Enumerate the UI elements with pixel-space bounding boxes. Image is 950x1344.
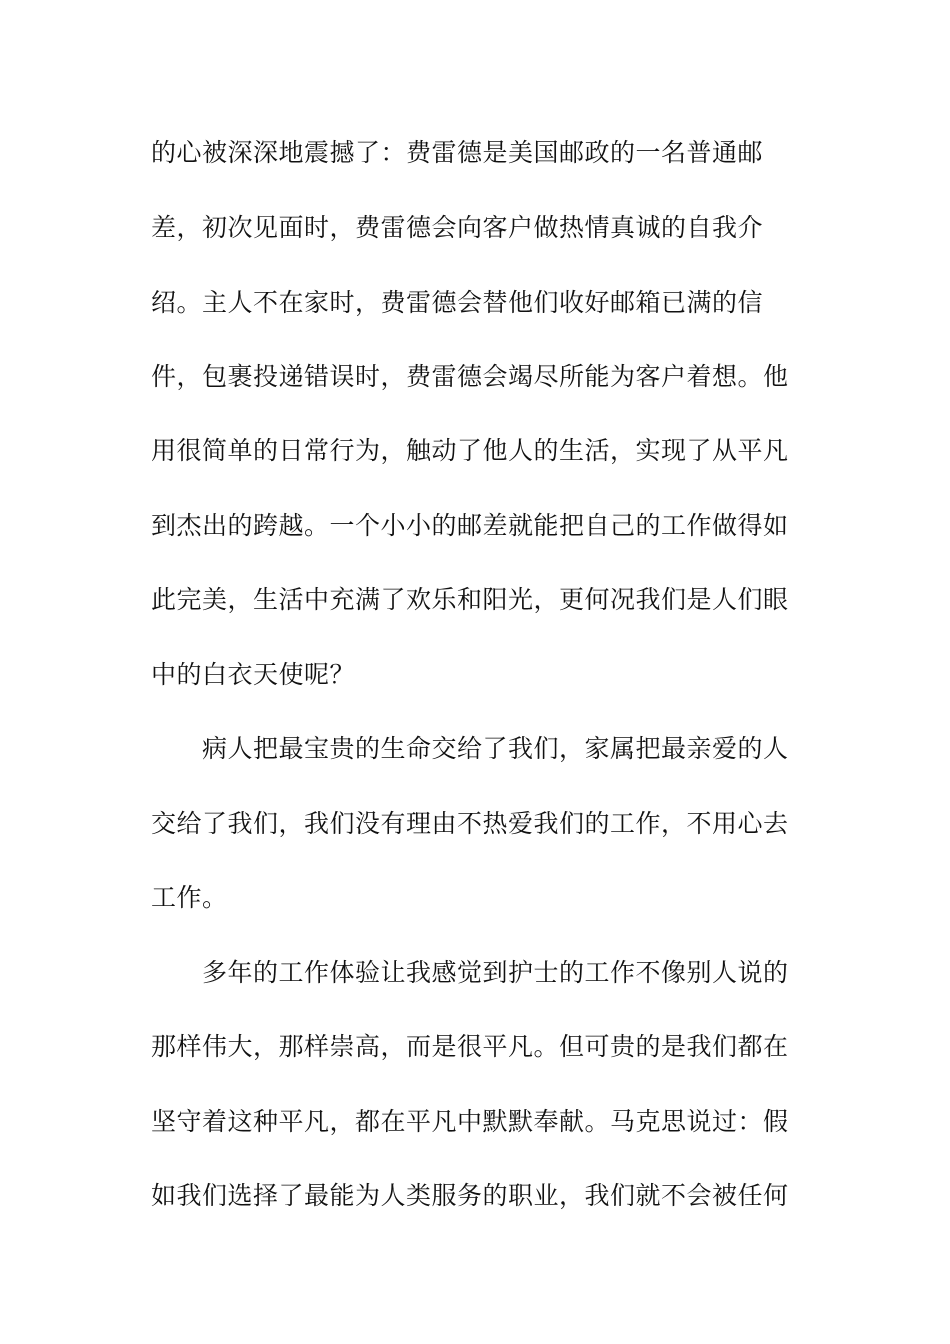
text-line: 多年的工作体验让我感觉到护士的工作不像别人说的: [202, 958, 789, 987]
text-line: 用很简单的日常行为，触动了他人的生活，实现了从平凡: [151, 436, 789, 465]
text-line: 坚守着这种平凡，都在平凡中默默奉献。马克思说过：假: [151, 1107, 789, 1136]
text-line: 绍。主人不在家时，费雷德会替他们收好邮箱已满的信: [151, 288, 764, 317]
text-line: 的心被深深地震撼了：费雷德是美国邮政的一名普通邮: [151, 138, 764, 167]
text-line: 到杰出的跨越。一个小小的邮差就能把自己的工作做得如: [151, 511, 789, 540]
text-line: 差，初次见面时，费雷德会向客户做热情真诚的自我介: [151, 213, 764, 242]
text-line: 病人把最宝贵的生命交给了我们，家属把最亲爱的人: [202, 734, 789, 763]
text-line: 交给了我们，我们没有理由不热爱我们的工作，不用心去: [151, 809, 789, 838]
text-line: 工作。: [151, 883, 228, 912]
text-line: 中的白衣天使呢？: [151, 660, 356, 689]
text-line: 那样伟大，那样崇高，而是很平凡。但可贵的是我们都在: [151, 1032, 789, 1061]
text-line: 件，包裹投递错误时，费雷德会竭尽所能为客户着想。他: [151, 362, 789, 391]
text-line: 如我们选择了最能为人类服务的职业，我们就不会被任何: [151, 1181, 789, 1210]
text-line: 此完美，生活中充满了欢乐和阳光，更何况我们是人们眼: [151, 585, 789, 614]
